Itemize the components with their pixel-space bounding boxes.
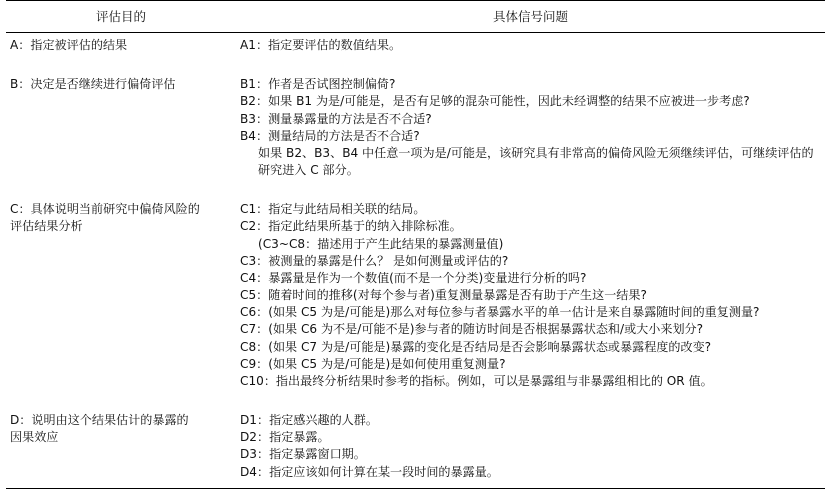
- row-purpose-cell: [6, 33, 236, 59]
- spacer-cell: [236, 183, 825, 197]
- spacer-cell: [236, 394, 825, 408]
- question-line: C8：(如果 C7 为是/可能是)暴露的变化是否结局是否会影响暴露状态或暴露程度的改变?: [240, 339, 712, 354]
- table-row: [6, 33, 825, 59]
- question-line: D2：指定暴露。: [240, 430, 330, 445]
- question-line: C7：(如果 C6 为不是/可能不是)参与者的随访时间是否根据暴露状态和/或大小来划分?: [240, 322, 704, 337]
- spacer-cell: [6, 183, 236, 197]
- row-purpose-cell: [6, 72, 236, 183]
- row-questions-cell: [236, 33, 825, 59]
- table-bottom-rule-row: [6, 485, 825, 489]
- purpose-line: B：决定是否继续进行偏倚评估: [10, 77, 176, 92]
- table-row: [6, 72, 825, 183]
- question-line: C10：指出最终分析结果时参考的指标。例如，可以是暴露组与非暴露组相比的 OR 值。: [240, 373, 713, 388]
- spacer-cell: [6, 58, 236, 72]
- table-header-row: [6, 1, 825, 33]
- question-line: C1：指定与此结局相关联的结局。: [240, 202, 426, 217]
- spacer-cell: [6, 394, 236, 408]
- row-questions-cell: [236, 197, 825, 394]
- question-line: B1：作者是否试图控制偏倚?: [240, 77, 396, 92]
- question-line: C9：(如果 C5 为是/可能是)是如何使用重复测量?: [240, 356, 506, 371]
- question-line: C4：暴露量是作为一个数值(而不是一个分类)变量进行分析的吗?: [240, 270, 587, 285]
- row-questions-cell: [236, 72, 825, 183]
- row-questions-cell: [236, 408, 825, 485]
- question-line: C2：指定此结果所基于的纳入排除标准。: [240, 219, 462, 234]
- purpose-line: 因果效应: [10, 430, 59, 445]
- purpose-line: A：指定被评估的结果: [10, 38, 128, 52]
- question-line: B3：测量暴露量的方法是否不合适?: [240, 111, 432, 126]
- bottom-rule-cell: [236, 485, 825, 489]
- row-spacer: [6, 58, 825, 72]
- question-note-line: 如果 B2、B3、B4 中任意一项为是/可能是，该研究具有非常高的偏倚风险无须继续评估，可继续评估的研究进入 C 部分。: [258, 145, 814, 178]
- row-purpose-cell: [6, 408, 236, 485]
- table-row: [6, 408, 825, 485]
- question-line: C6：(如果 C5 为是/可能是)那么对每位参与者暴露水平的单一估计是来自暴露随时间的重复测量?: [240, 305, 760, 320]
- row-purpose-cell: [6, 197, 236, 394]
- question-line: D4：指定应该如何计算在某一段时间的暴露量。: [240, 464, 499, 479]
- question-line: D3：指定暴露窗口期。: [240, 447, 366, 462]
- question-line: B4：测量结局的方法是否不合适?: [240, 128, 420, 143]
- question-line: C3：被测量的暴露是什么？ 是如何测量或评估的?: [240, 253, 509, 268]
- bottom-rule-cell: [6, 485, 236, 489]
- table-body: [6, 33, 825, 489]
- column-header-questions: 具体信号问题: [236, 1, 825, 33]
- purpose-line: C：具体说明当前研究中偏倚风险的: [10, 202, 200, 217]
- question-line: D1：指定感兴趣的人群。: [240, 413, 378, 428]
- question-line: C5：随着时间的推移(对每个参与者)重复测量暴露是否有助于产生这一结果?: [240, 288, 647, 303]
- table-header: [6, 1, 825, 33]
- column-header-purpose: 评估目的: [6, 1, 236, 33]
- row-spacer: [6, 394, 825, 408]
- row-spacer: [6, 183, 825, 197]
- purpose-line: 评估结果分析: [10, 219, 83, 234]
- question-line: A1：指定要评估的数值结果。: [240, 38, 402, 52]
- spacer-cell: [236, 58, 825, 72]
- assessment-table: [6, 0, 825, 489]
- purpose-line: D：说明由这个结果估计的暴露的: [10, 413, 189, 428]
- question-note-line: (C3~C8：描述用于产生此结果的暴露测量值): [258, 236, 504, 251]
- question-line: B2：如果 B1 为是/可能是，是否有足够的混杂可能性，因此未经调整的结果不应被进一步考虑?: [240, 94, 750, 109]
- table-row: [6, 197, 825, 394]
